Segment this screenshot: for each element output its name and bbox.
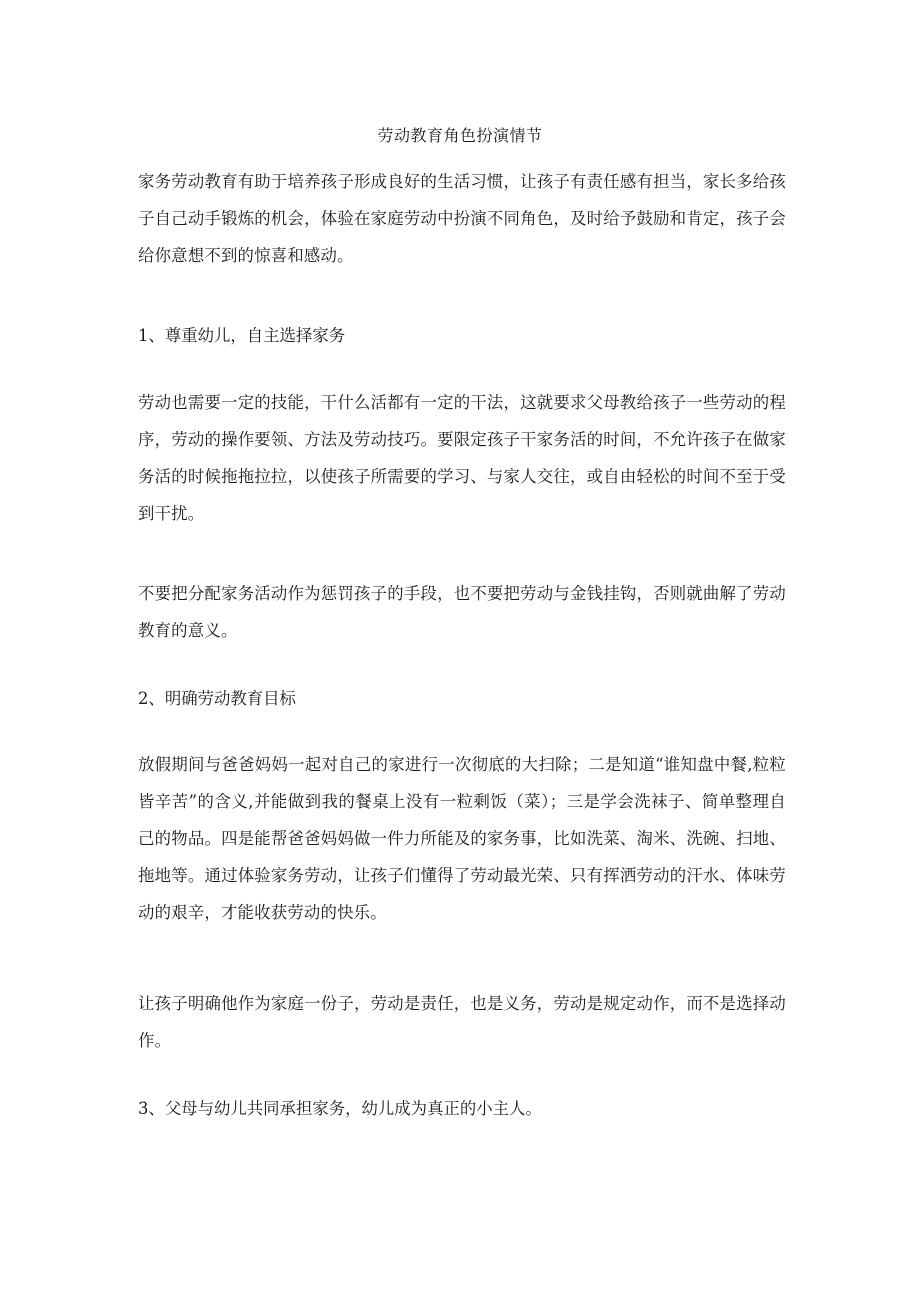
section-2-paragraph-1: 放假期间与爸爸妈妈一起对自己的家进行一次彻底的大扫除；二是知道“谁知盘中餐,粒粒皆辛苦”的含义,并能做到我的餐桌上没有一粒剩饭（菜）；三是学会洗袜子、简单整理自己的物品。四是能帮爸爸妈妈做一件力所能及的家务事，比如洗菜、淘米、洗碗、扫地、拖地等。通过体验家务劳动，让孩子们懂得了劳动最光荣、只有挥洒劳动的汗水、体味劳动的艰辛，才能收获劳动的快乐。 bbox=[138, 755, 786, 922]
intro-paragraph: 家务劳动教育有助于培养孩子形成良好的生活习惯，让孩子有责任感有担当，家长多给孩子自己动手锻炼的机会，体验在家庭劳动中扮演不同角色，及时给予鼓励和肯定，孩子会给你意想不到的惊喜和感动。 bbox=[138, 172, 786, 265]
section-1-paragraph-2: 不要把分配家务活动作为惩罚孩子的手段，也不要把劳动与金钱挂钩，否则就曲解了劳动教育的意义。 bbox=[138, 584, 786, 640]
section-3-heading: 3、父母与幼儿共同承担家务，幼儿成为真正的小主人。 bbox=[138, 1099, 542, 1118]
section-2-heading: 2、明确劳动教育目标 bbox=[138, 689, 296, 708]
section-1-heading: 1、尊重幼儿，自主选择家务 bbox=[138, 326, 346, 345]
document-title: 劳动教育角色扮演情节 bbox=[377, 126, 543, 145]
section-1-paragraph-1: 劳动也需要一定的技能，干什么活都有一定的干法，这就要求父母教给孩子一些劳动的程序，劳动的操作要领、方法及劳动技巧。要限定孩子干家务活的时间，不允许孩子在做家务活的时候拖拖拉拉，以使孩子所需要的学习、与家人交往，或自由轻松的时间不至于受到干扰。 bbox=[138, 393, 786, 523]
section-2-paragraph-2: 让孩子明确他作为家庭一份子，劳动是责任，也是义务，劳动是规定动作，而不是选择动作。 bbox=[138, 994, 786, 1050]
